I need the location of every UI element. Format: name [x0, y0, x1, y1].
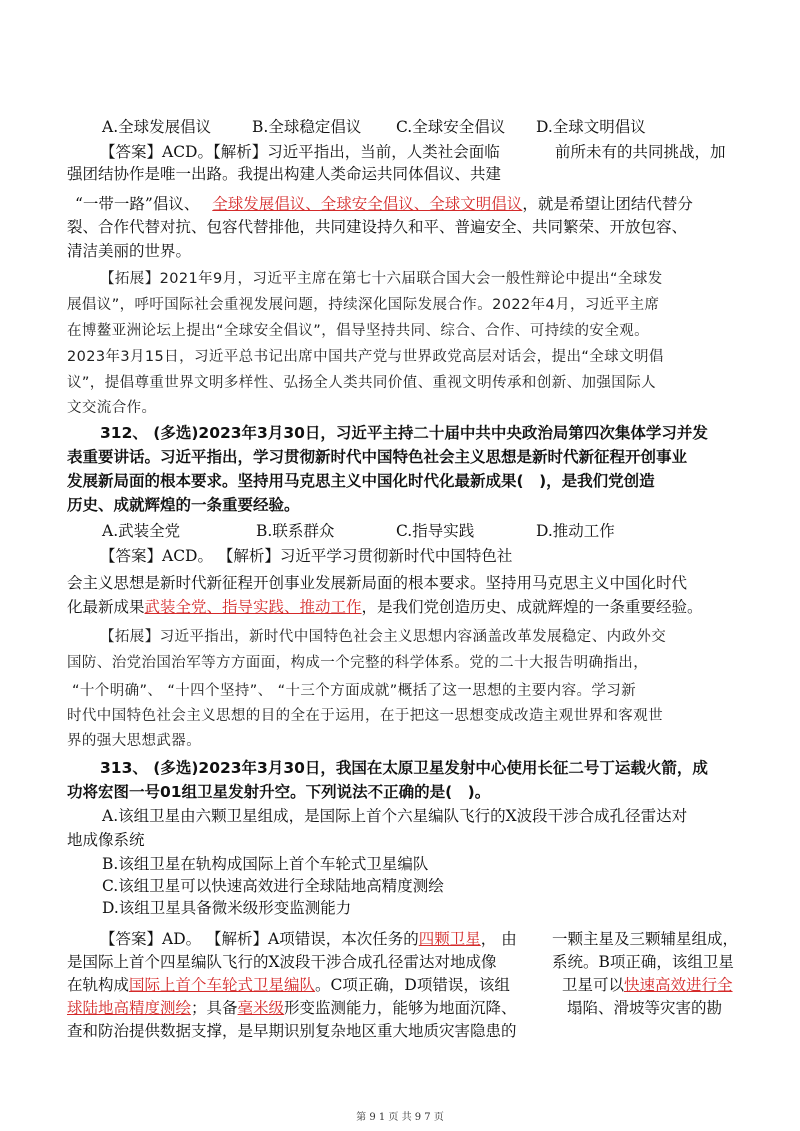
q311-extension-line-4: 2023年3月15日，习近平总书记出席中国共产党与世界政党高层对话会，提出“全球文明倡 — [67, 349, 664, 365]
q312-stem-line-2: 表重要讲话。习近平指出，学习贯彻新时代中国特色社会主义思想是新时代新征程开创事业 — [67, 448, 688, 466]
q312-option-d: D.推动工作 — [536, 522, 615, 540]
q312-extension-line-1: 【拓展】习近平指出，新时代中国特色社会主义思想内容涵盖改革发展稳定、内政外交 — [100, 629, 667, 645]
q311-answer-line-5: 清洁美丽的世界。 — [67, 242, 192, 260]
q311-option-b: B.全球稳定倡议 — [252, 118, 362, 136]
highlighted-answer: 四颗卫星 — [418, 930, 481, 948]
highlighted-answer: 武装全党、指导实践、推动工作 — [144, 598, 362, 616]
answer-text: 。C项正确，D项错误，该组 — [315, 976, 510, 994]
q312-answer-line-1: 【答案】ACD。 【解析】习近平学习贯彻新时代中国特色社 — [100, 547, 513, 565]
q311-extension-line-1: 【拓展】2021年9月，习近平主席在第七十六届联合国大会一般性辩论中提出“全球发 — [100, 271, 663, 287]
answer-text: 【答案】AD。 【解析】A项错误，本次任务的 — [100, 930, 419, 948]
q312-extension-line-5: 界的强大思想武器。 — [67, 733, 202, 749]
q311-option-c: C.全球安全倡议 — [396, 118, 506, 136]
q312-extension-line-2: 国防、治党治国治军等方方面面，构成一个完整的科学体系。党的二十大报告明确指出， — [67, 655, 649, 671]
q311-answer-line-1b — [555, 141, 726, 163]
q311-answer-line-1 — [100, 141, 500, 163]
q311-extension-line-5: 议”，提倡尊重世界文明多样性、弘扬全人类共同价值、重视文明传承和创新、加强国际人 — [67, 375, 657, 391]
q312-extension-line-4: 时代中国特色社会主义思想的目的全在于运用，在于把这一思想变成改造主观世界和客观世 — [67, 708, 663, 724]
q311-extension-line-6: 文交流合作。 — [67, 400, 157, 416]
q313-option-d: D.该组卫星具备微米级形变监测能力 — [102, 899, 352, 917]
q313-option-c: C.该组卫星可以快速高效进行全球陆地高精度测绘 — [102, 877, 444, 895]
q313-option-a-cont: 地成像系统 — [67, 831, 145, 849]
answer-text: “一带一路”倡议、 — [75, 195, 200, 213]
q313-answer-line-4 — [67, 997, 517, 1019]
answer-text: ，是我们党创造历史、成就辉煌的一条重要经验。 — [361, 598, 703, 616]
q313-answer-line-5: 查和防治提供数据支撑，是早期识别复杂地区重大地质灾害隐患的 — [67, 1022, 517, 1040]
q313-answer-line-1c: 一颗主星及三颗辅星组成， — [552, 930, 739, 948]
answer-text: 在轨构成 — [67, 976, 130, 994]
answer-text: ， 由 — [480, 930, 517, 948]
q313-option-b: B.该组卫星在轨构成国际上首个车轮式卫星编队 — [102, 855, 429, 873]
q312-answer-line-2: 会主义思想是新时代新征程开创事业发展新局面的根本要求。坚持用马克思主义中国化时代 — [67, 574, 688, 592]
q311-answer-line-4: 裂、合作代替对抗、包容代替排他，共同建设持久和平、普遍安全、共同繁荣、开放包容、 — [67, 218, 688, 236]
highlighted-answer: 毫米级 — [237, 999, 285, 1017]
q312-stem-line-4: 历史、成就辉煌的一条重要经验。 — [67, 496, 300, 514]
q311-option-a: A.全球发展倡议 — [102, 118, 212, 136]
q313-stem-line-1: 313、 (多选)2023年3月30日，我国在太原卫星发射中心使用长征二号丁运载火箭，成 — [100, 759, 708, 777]
q313-answer-line-2b: 系统。B项正确，该组卫星 — [552, 953, 734, 971]
answer-text: 前所未有的共同挑战，加 — [555, 143, 726, 161]
answer-text: 化最新成果 — [67, 598, 145, 616]
highlighted-answer: 球陆地高精度测绘 — [67, 999, 192, 1017]
q313-answer-line-3 — [67, 974, 510, 996]
q311-extension-line-3: 在博鳌亚洲论坛上提出“全球安全倡议”，倡导坚持共同、综合、合作、可持续的安全观。 — [67, 323, 650, 339]
q311-extension-line-2: 展倡议”，呼吁国际社会重视发展问题，持续深化国际发展合作。2022年4月，习近平主席 — [67, 297, 660, 313]
highlighted-answer: 快速高效进行全 — [624, 976, 733, 994]
q312-stem-line-3: 发展新局面的根本要求。坚持用马克思主义中国化时代化最新成果( )，是我们党创造 — [67, 472, 655, 490]
q312-option-b: B.联系群众 — [256, 522, 335, 540]
q313-answer-line-3c — [562, 974, 733, 996]
q313-answer-line-2: 是国际上首个四星编队飞行的X波段干涉合成孔径雷达对地成像 — [67, 953, 497, 971]
q312-extension-line-3: “十个明确”、 “十四个坚持”、 “十三个方面成就”概括了这一思想的主要内容。学习新 — [72, 683, 637, 699]
q313-stem-line-2: 功将宏图一号01组卫星发射升空。下列说法不正确的是( )。 — [67, 783, 491, 801]
q312-option-a: A.武装全党 — [102, 522, 181, 540]
answer-text: 卫星可以 — [562, 976, 625, 994]
q313-answer-line-4c: 塌陷、滑坡等灾害的勘 — [567, 999, 723, 1017]
q311-answer-line-3 — [75, 193, 693, 215]
q313-answer-line-1 — [100, 928, 517, 950]
highlighted-answer: 全球发展倡议、全球安全倡议、全球文明倡议 — [212, 195, 523, 213]
answer-text: ，就是希望让团结代替分 — [522, 195, 693, 213]
q311-answer-line-2: 强团结协作是唯一出路。我提出构建人类命运共同体倡议、共建 — [67, 165, 502, 183]
answer-text: 形变监测能力，能够为地面沉降、 — [284, 999, 517, 1017]
q313-option-a: A.该组卫星由六颗卫星组成，是国际上首个六星编队飞行的X波段干涉合成孔径雷达对 — [102, 807, 688, 825]
q312-option-c: C.指导实践 — [396, 522, 475, 540]
highlighted-answer: 国际上首个车轮式卫星编队 — [129, 976, 316, 994]
q312-stem-line-1: 312、 (多选)2023年3月30日，习近平主持二十届中共中央政治局第四次集体学习并发 — [100, 424, 708, 442]
answer-text: 【答案】ACD。【解析】习近平指出，当前，人类社会面临 — [100, 143, 500, 161]
q312-answer-line-3 — [67, 596, 703, 618]
q311-option-d: D.全球文明倡议 — [536, 118, 646, 136]
answer-text: ；具备 — [191, 999, 238, 1017]
page-number: 第 9 1 页 共 9 7 页 — [356, 1112, 444, 1123]
